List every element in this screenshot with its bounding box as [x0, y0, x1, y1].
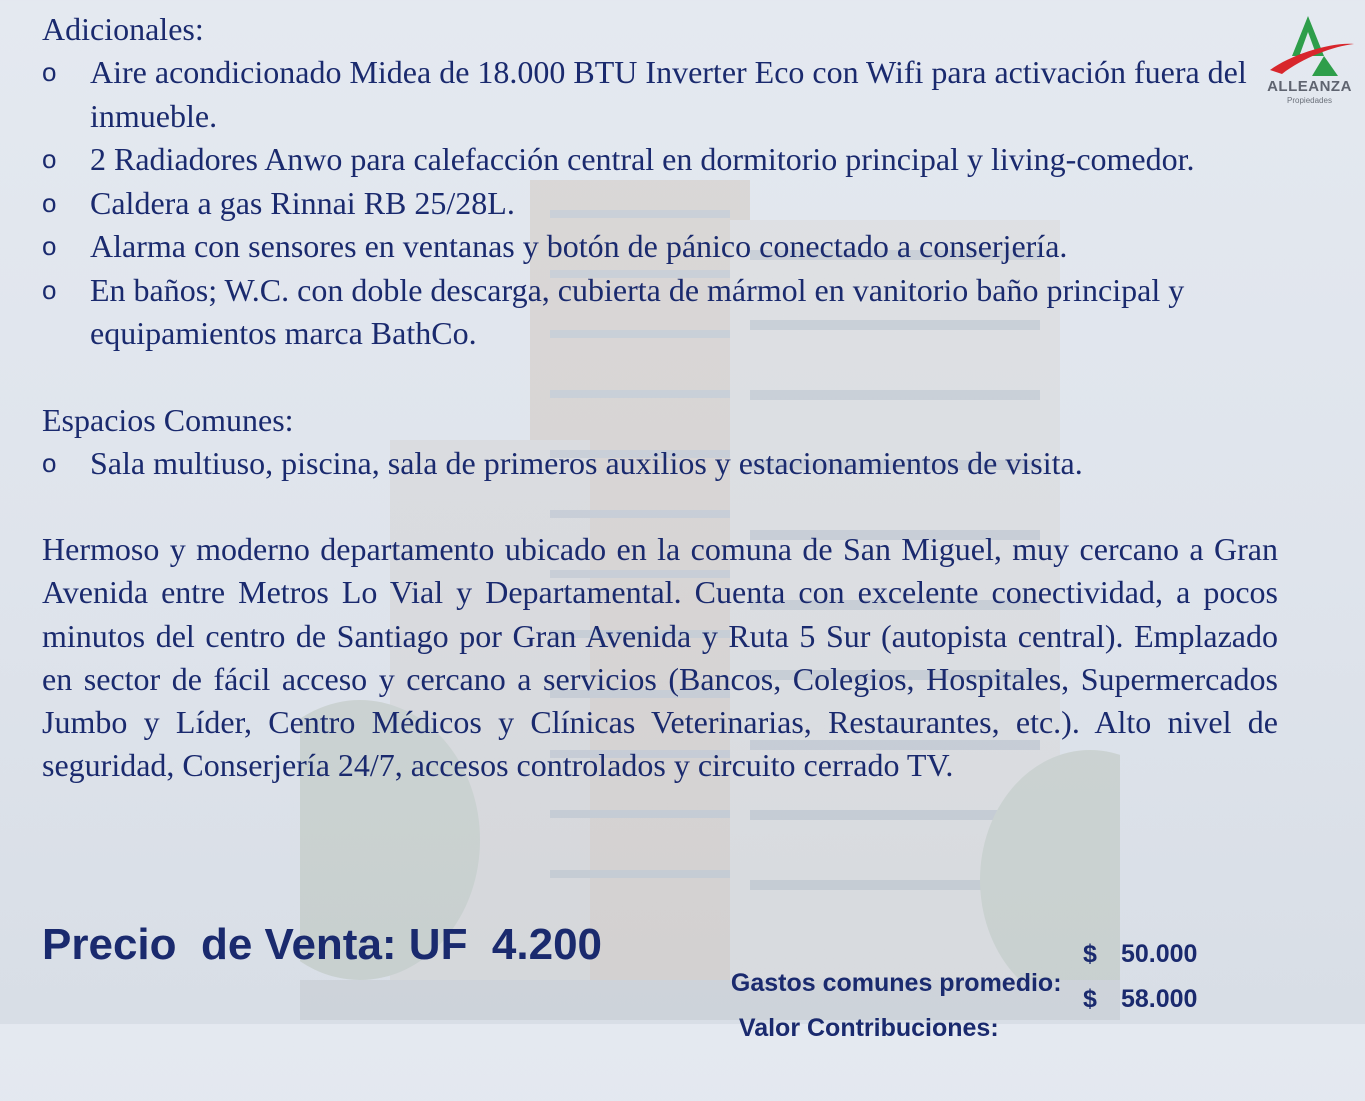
bullet-icon: o	[42, 231, 57, 261]
bullet-icon: o	[42, 187, 57, 218]
logo-subtitle: Propiedades	[1287, 96, 1332, 105]
fee-currency: $	[1083, 940, 1097, 968]
list-item	[42, 51, 1278, 138]
fee-value: 50.000	[1121, 940, 1198, 968]
list-item-text: Alarma con sensores en ventanas y botón de pánico conectado a conserjería.	[90, 228, 1068, 264]
logo-name: ALLEANZA	[1267, 78, 1352, 95]
bullet-icon: o	[42, 57, 57, 87]
fee-label: Gastos comunes promedio:	[730, 969, 1062, 997]
list-item	[42, 225, 1278, 269]
adicionales-list	[42, 51, 1278, 356]
adicionales-title: Adicionales:	[42, 11, 204, 47]
fee-value: 58.000	[1121, 985, 1198, 1013]
fee-row-contribuciones	[725, 985, 1198, 1101]
list-item-text: 2 Radiadores Anwo para calefacción central en dormitorio principal y living-comedor.	[90, 141, 1195, 177]
list-item-text: Caldera a gas Rinnai RB 25/28L.	[90, 184, 515, 221]
list-item-text: Sala multiuso, piscina, sala de primeros auxilios y estacionamientos de visita.	[90, 444, 1083, 481]
list-item-text: En baños; W.C. con doble descarga, cubierta de mármol en vanitorio baño principal y equipamientos marca BathCo.	[90, 271, 1185, 351]
list-item	[42, 182, 1278, 226]
espacios-title: Espacios Comunes:	[42, 401, 294, 438]
list-item	[42, 269, 1278, 356]
espacios-list	[42, 442, 1278, 486]
fee-label: Valor Contribuciones:	[738, 1014, 999, 1042]
list-item	[42, 138, 1278, 182]
property-description: Hermoso y moderno departamento ubicado en la comuna de San Miguel, muy cercano a Gran Avenida entre Metros Lo Vial y Departamental. Cuenta con excelente conectividad, a pocos minutos del centro de Santiago por Gran Avenida y Ruta 5 Sur (autopista central). Emplazado en sector de fácil acceso y cercano a servicios (Bancos, Colegios, Hospitales, Supermercados Jumbo y Líder, Centro Médicos y Clínicas Veterinarias, Restaurantes, etc.). Alto nivel de seguridad, Conserjería 24/7, accesos controlados y circuito cerrado TV.	[42, 531, 1278, 784]
bullet-icon: o	[42, 274, 57, 305]
fee-currency: $	[1083, 985, 1097, 1013]
list-item-text: Aire acondicionado Midea de 18.000 BTU Inverter Eco con Wifi para activación fuera del inmueble.	[90, 54, 1247, 134]
bullet-icon: o	[42, 447, 57, 478]
list-item	[42, 442, 1278, 486]
content	[42, 8, 1278, 788]
bullet-icon: o	[42, 144, 57, 174]
sale-price: Precio de Venta: UF 4.200	[42, 920, 603, 969]
